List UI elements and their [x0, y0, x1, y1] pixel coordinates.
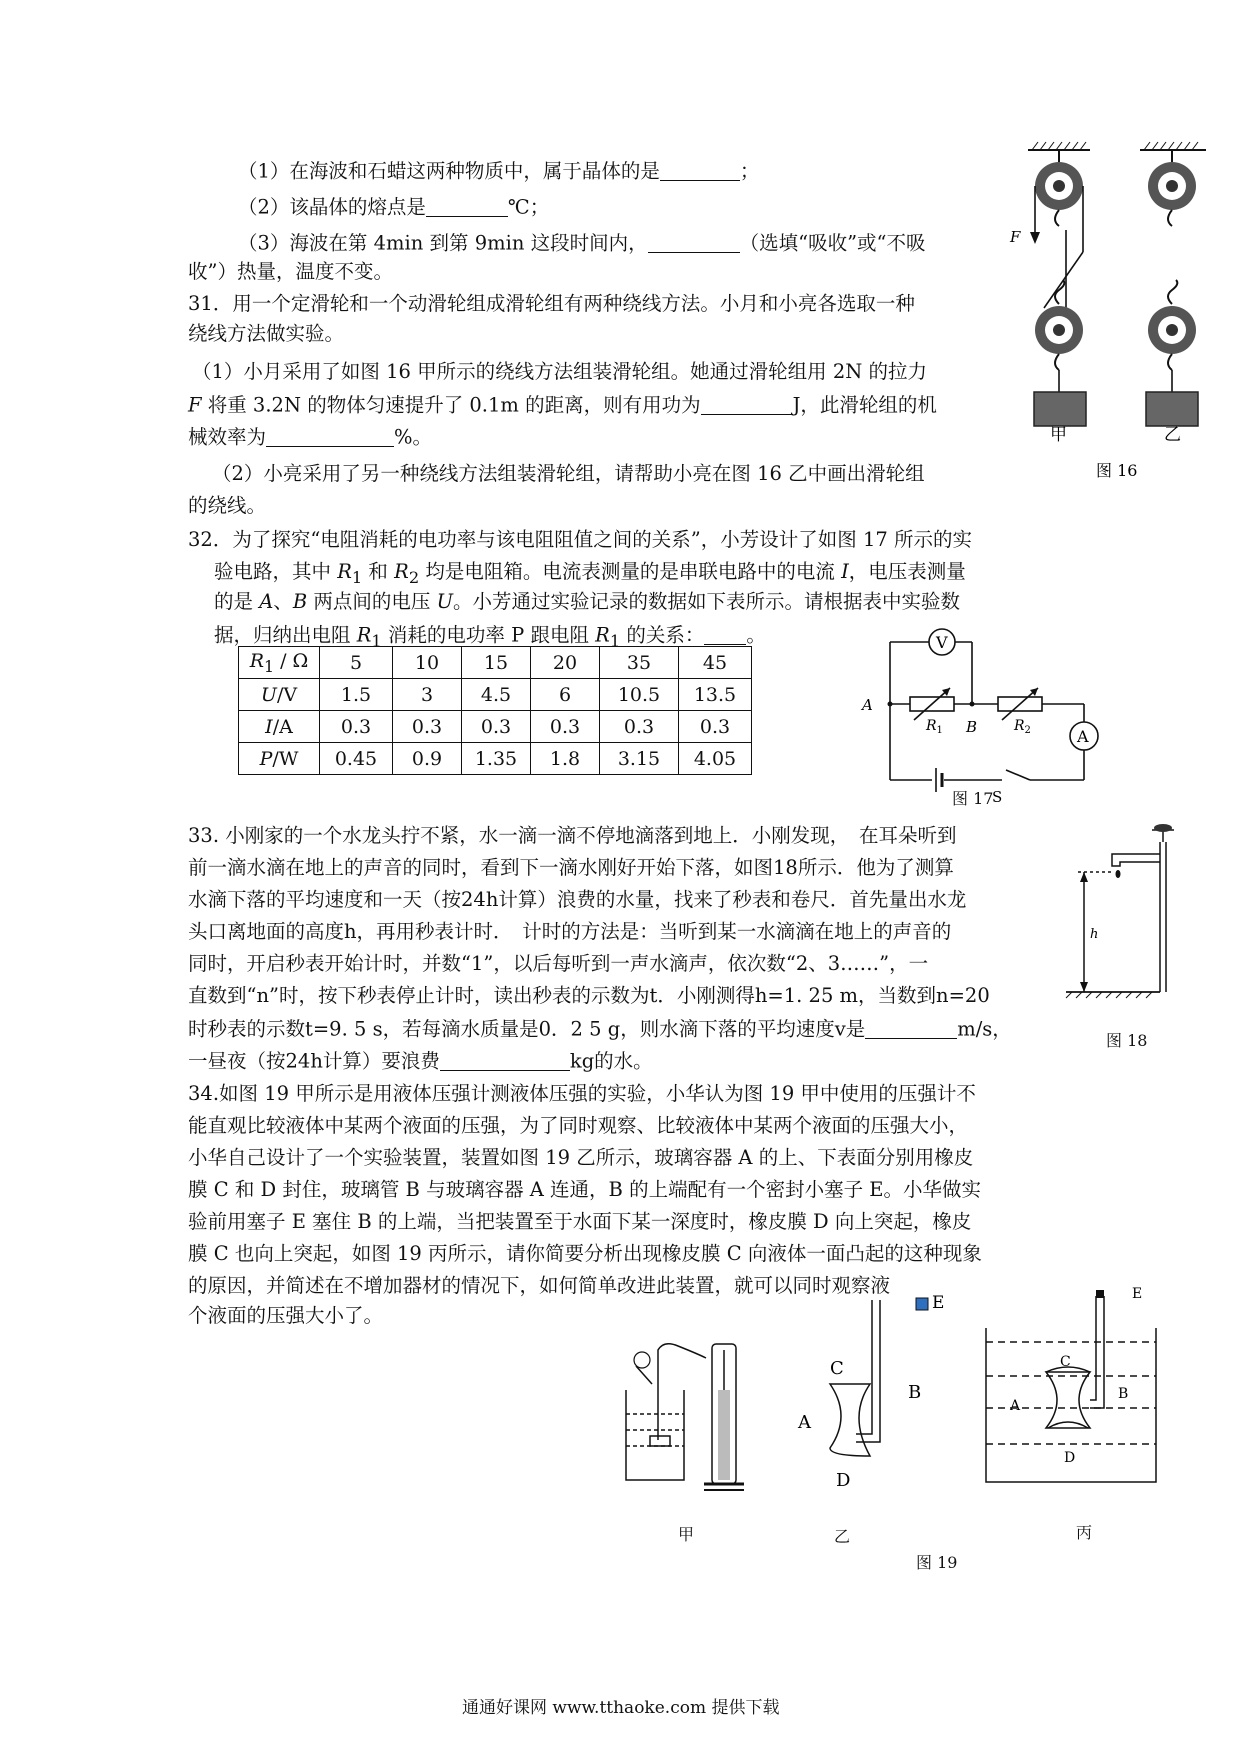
fig19-yi-C: C [830, 1358, 844, 1379]
table-cell: 6 [531, 679, 600, 711]
q34-line4: 膜 C 和 D 封住，玻璃管 B 与玻璃容器 A 连通，B 的上端配有一个密封小塞子 E。小华做实 [188, 1178, 982, 1201]
table-cell: 10 [393, 647, 462, 679]
q31-line5: 械效率为 %。 [188, 425, 433, 449]
table-cell: 1.35 [462, 743, 531, 775]
fig19-yi-E: E [932, 1293, 945, 1313]
height-label: h [1090, 927, 1099, 942]
fig19-label-bing: 丙 [1076, 1523, 1093, 1542]
q33-line1: 33. 小刚家的一个水龙头拧不紧，水一滴一滴不停地滴落到地上．小刚发现， 在耳朵听到 [188, 824, 957, 847]
table-cell: 10.5 [600, 679, 679, 711]
data-table [238, 646, 752, 775]
fig16-label-yi: 乙 [1164, 425, 1181, 445]
q34-line2: 能直观比较液体中某两个液面的压强，为了同时观察、比较液体中某两个液面的压强大小， [188, 1114, 969, 1137]
fig19-yi-D: D [836, 1470, 851, 1491]
fig19-caption: 图 19 [916, 1553, 958, 1572]
figure-16-pulleys [1000, 140, 1220, 480]
fig19-bing-A: A [1010, 1398, 1021, 1414]
table-cell: 0.45 [320, 743, 393, 775]
table-cell: 35 [600, 647, 679, 679]
switch-label: S [992, 788, 1003, 806]
q30-part2: （2）该晶体的熔点是 ℃； [238, 195, 550, 219]
fig19-bing-D: D [1064, 1450, 1076, 1466]
q33-line3: 水滴下落的平均速度和一天（按24h计算）浪费的水量，找来了秒表和卷尺．首先量出水龙 [188, 888, 967, 911]
table-row [239, 647, 752, 679]
fig17-caption: 图 17 [952, 789, 994, 808]
figure-19-bing-container [980, 1280, 1190, 1500]
fig18-caption: 图 18 [1106, 1031, 1148, 1050]
r1-label: $R_1$ [926, 718, 943, 736]
q33-line5: 同时，开启秒表开始计时，并数“1”，以后每听到一声水滴声，依次数“2、3……”，一 [188, 952, 929, 975]
footer-text: 通通好课网 www.tthaoke.com 提供下载 [462, 1698, 780, 1718]
table-header-cell: I/A [239, 711, 320, 743]
q31-line3: （1）小月采用了如图 16 甲所示的绕线方法组装滑轮组。她通过滑轮组用 2N 的拉力 [192, 360, 927, 383]
q32-line4: 据，归纳出电阻 $R_1$ 消耗的电功率 P 跟电阻 $R_1$ 的关系： 。 [214, 623, 766, 651]
table-cell: 3 [393, 679, 462, 711]
table-header-cell: $R_1$ / Ω [239, 647, 320, 679]
q31-line2: 绕线方法做实验。 [188, 322, 345, 345]
q34-line1: 34.如图 19 甲所示是用液体压强计测液体压强的实验，小华认为图 19 甲中使用的压强计不 [188, 1082, 976, 1105]
table-cell: 0.3 [679, 711, 752, 743]
r2-label: $R_2$ [1014, 718, 1031, 736]
table-cell: 20 [531, 647, 600, 679]
q31-line6: （2）小亮采用了另一种绕线方法组装滑轮组，请帮助小亮在图 16 乙中画出滑轮组 [212, 462, 925, 485]
fig19-label-yi: 乙 [834, 1527, 851, 1546]
table-cell: 0.3 [600, 711, 679, 743]
table-cell: 1.8 [531, 743, 600, 775]
q32-line2: 验电路，其中 $R_1$ 和 $R_2$ 均是电阻箱。电流表测量的是串联电路中的电流 I，电压表测量 [214, 560, 966, 587]
fig19-label-jia: 甲 [678, 1525, 695, 1544]
q31-line7: 的绕线。 [188, 494, 267, 517]
table-cell: 15 [462, 647, 531, 679]
figure-17-circuit [858, 622, 1118, 806]
q33-line7: 时秒表的示数t=9. 5 s，若每滴水质量是0．2 5 g，则水滴下落的平均速度v是 m/s， [188, 1017, 1012, 1041]
table-cell: 4.5 [462, 679, 531, 711]
table-cell: 0.9 [393, 743, 462, 775]
q34-line7: 的原因，并简述在不增加器材的情况下，如何简单改进此装置，就可以同时观察液 [188, 1274, 891, 1297]
figure-19-yi-device [786, 1284, 966, 1524]
q34-line5: 验前用塞子 E 塞住 B 的上端，当把装置至于水面下某一深度时，橡皮膜 D 向上突起，橡皮 [188, 1210, 972, 1233]
point-b-label: B [966, 718, 978, 736]
fig19-bing-C: C [1060, 1354, 1071, 1370]
q31-line4: F 将重 3.2N 的物体匀速提升了 0.1m 的距离，则有用功为 J，此滑轮组的机 [188, 393, 937, 417]
table-cell: 45 [679, 647, 752, 679]
table-cell: 4.05 [679, 743, 752, 775]
figure-18-faucet [1056, 820, 1216, 1000]
q30-part1: （1）在海波和石蜡这两种物质中，属于晶体的是 ； [238, 159, 760, 183]
table-header-cell: U/V [239, 679, 320, 711]
q33-line4: 头口离地面的高度h，再用秒表计时． 计时的方法是：当听到某一水滴滴在地上的声音的 [188, 920, 952, 943]
ammeter-label: A [1077, 727, 1089, 746]
q31-line1: 31．用一个定滑轮和一个动滑轮组成滑轮组有两种绕线方法。小月和小亮各选取一种 [188, 292, 915, 315]
fig16-force-label: F [1010, 228, 1021, 246]
voltmeter-label: V [936, 633, 948, 652]
table-cell: 1.5 [320, 679, 393, 711]
fig16-label-jia: 甲 [1050, 425, 1067, 445]
table-cell: 13.5 [679, 679, 752, 711]
q34-line6: 膜 C 也向上突起，如图 19 丙所示，请你简要分析出现橡皮膜 C 向液体一面凸起的这种现象 [188, 1242, 982, 1265]
table-row [239, 679, 752, 711]
fig19-bing-E: E [1132, 1286, 1143, 1302]
q33-line8: 一昼夜（按24h计算）要浪费 kg的水。 [188, 1049, 653, 1073]
fig19-bing-B: B [1118, 1386, 1129, 1402]
q34-line3: 小华自己设计了一个实验装置，装置如图 19 乙所示，玻璃容器 A 的上、下表面分别用橡皮 [188, 1146, 974, 1169]
q34-line8: 个液面的压强大小了。 [188, 1304, 384, 1327]
fig16-caption: 图 16 [1096, 461, 1138, 480]
fig19-yi-A: A [798, 1412, 811, 1433]
table-cell: 3.15 [600, 743, 679, 775]
table-cell: 0.3 [320, 711, 393, 743]
point-a-label: A [862, 696, 873, 714]
table-row [239, 743, 752, 775]
table-cell: 0.3 [531, 711, 600, 743]
q33-line2: 前一滴水滴在地上的声音的同时，看到下一滴水刚好开始下落，如图18所示．他为了测算 [188, 856, 954, 879]
table-cell: 0.3 [462, 711, 531, 743]
q32-line3: 的是 A、B 两点间的电压 U。小芳通过实验记录的数据如下表所示。请根据表中实验数 [214, 590, 961, 613]
q32-line1: 32．为了探究“电阻消耗的电功率与该电阻阻值之间的关系”，小芳设计了如图 17 所示的实 [188, 528, 972, 551]
q30-part3-cont: 收”）热量，温度不变。 [188, 260, 393, 283]
figure-19-jia-manometer [618, 1330, 768, 1500]
table-header-cell: P/W [239, 743, 320, 775]
table-cell: 0.3 [393, 711, 462, 743]
table-cell: 5 [320, 647, 393, 679]
q30-part3: （3）海波在第 4min 到第 9min 这段时间内， （选填“吸收”或“不吸 [238, 231, 926, 255]
q33-line6: 直数到“n”时，按下秒表停止计时，读出秒表的示数为t．小刚测得h=1. 25 m，当数到n=20 [188, 984, 990, 1007]
fig19-yi-B: B [908, 1382, 922, 1403]
table-row [239, 711, 752, 743]
